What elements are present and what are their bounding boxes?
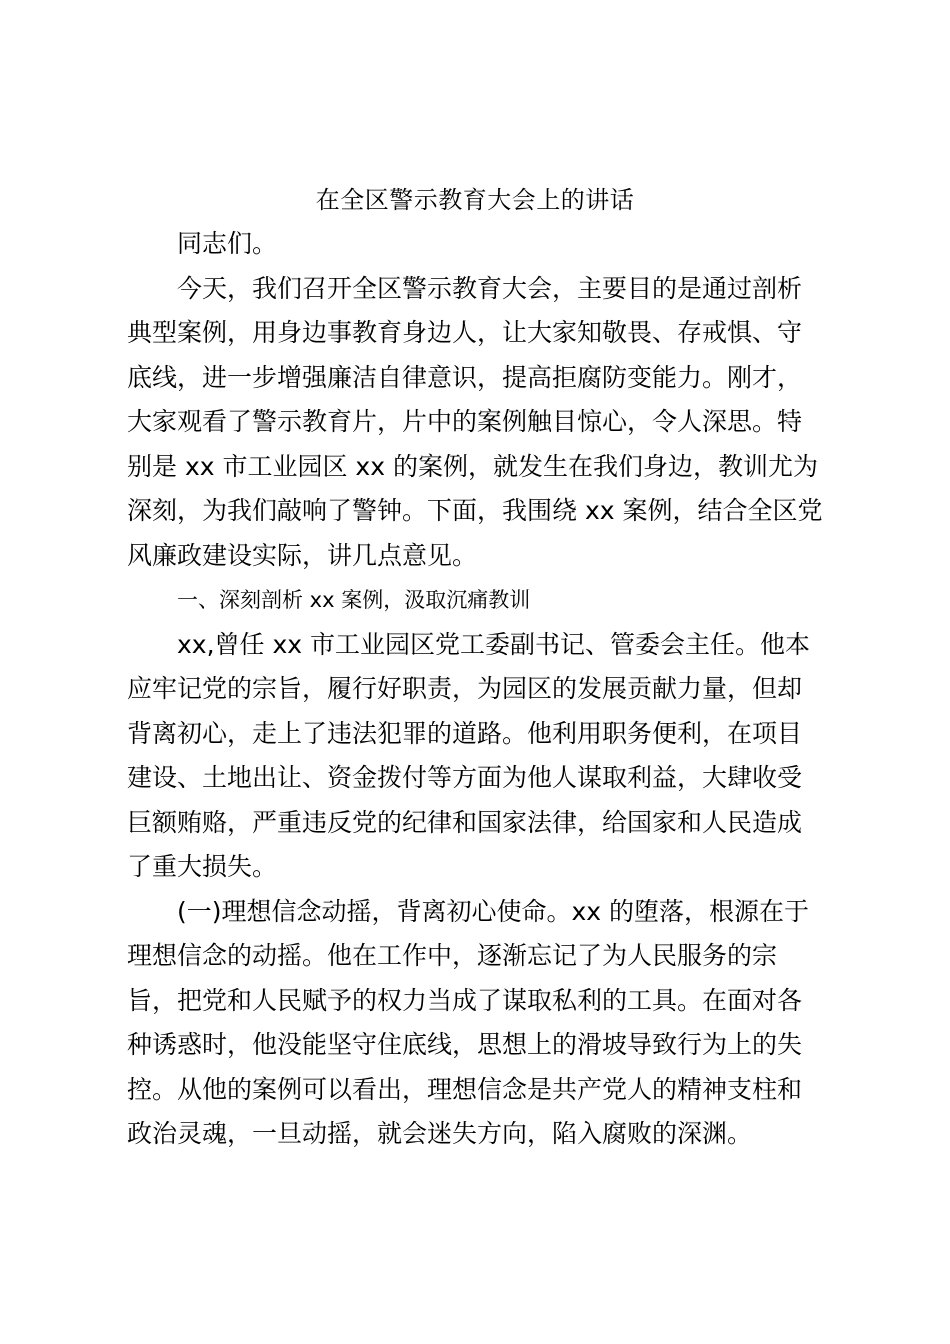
paragraph-line: 了重大损失。 bbox=[127, 852, 278, 881]
paragraph-line: 深刻，为我们敲响了警钟。下面，我围绕 xx 案例，结合全区党 bbox=[127, 496, 823, 525]
document-title: 在全区警示教育大会上的讲话 bbox=[315, 186, 635, 214]
paragraph-line: 背离初心，走上了违法犯罪的道路。他利用职务便利，在项目 bbox=[127, 718, 803, 748]
paragraph-line: 同志们。 bbox=[177, 229, 278, 258]
paragraph-line: xx,曾任 xx 市工业园区党工委副书记、管委会主任。他本 bbox=[177, 629, 811, 659]
paragraph-line: 风廉政建设实际，讲几点意见。 bbox=[127, 540, 478, 570]
section-heading: 一、深刻剖析 xx 案例，汲取沉痛教训 bbox=[177, 588, 531, 612]
paragraph-line: 政治灵魂，一旦动摇，就会迷失方向，陷入腐败的深渊。 bbox=[127, 1119, 753, 1148]
paragraph-line: 种诱惑时，他没能坚守住底线，思想上的滑坡导致行为上的失 bbox=[127, 1030, 803, 1059]
paragraph-line: 建设、土地出让、资金拨付等方面为他人谋取利益，大肆收受 bbox=[127, 763, 803, 792]
paragraph-line: 理想信念的动摇。他在工作中，逐渐忘记了为人民服务的宗 bbox=[127, 941, 778, 970]
paragraph-line: 别是 xx 市工业园区 xx 的案例，就发生在我们身边，教训尤为 bbox=[127, 451, 818, 481]
paragraph-line: 典型案例，用身边事教育身边人，让大家知敬畏、存戒惧、守 bbox=[127, 318, 803, 347]
paragraph-line: 大家观看了警示教育片，片中的案例触目惊心，令人深思。特 bbox=[127, 407, 803, 436]
document-body bbox=[127, 222, 837, 1157]
paragraph-line: (一)理想信念动摇，背离初心使命。xx 的堕落，根源在于 bbox=[177, 896, 810, 926]
paragraph-line: 今天，我们召开全区警示教育大会，主要目的是通过剖析 bbox=[177, 273, 803, 303]
paragraph-line: 控。从他的案例可以看出，理想信念是共产党人的精神支柱和 bbox=[127, 1074, 803, 1104]
paragraph-line: 巨额贿赂，严重违反党的纪律和国家法律，给国家和人民造成 bbox=[127, 807, 803, 837]
paragraph-line: 应牢记党的宗旨，履行好职责，为园区的发展贡献力量，但却 bbox=[127, 674, 803, 703]
paragraph-line: 底线，进一步增强廉洁自律意识，提高拒腐防变能力。刚才， bbox=[127, 362, 803, 392]
paragraph-line: 旨，把党和人民赋予的权力当成了谋取私利的工具。在面对各 bbox=[127, 985, 803, 1015]
